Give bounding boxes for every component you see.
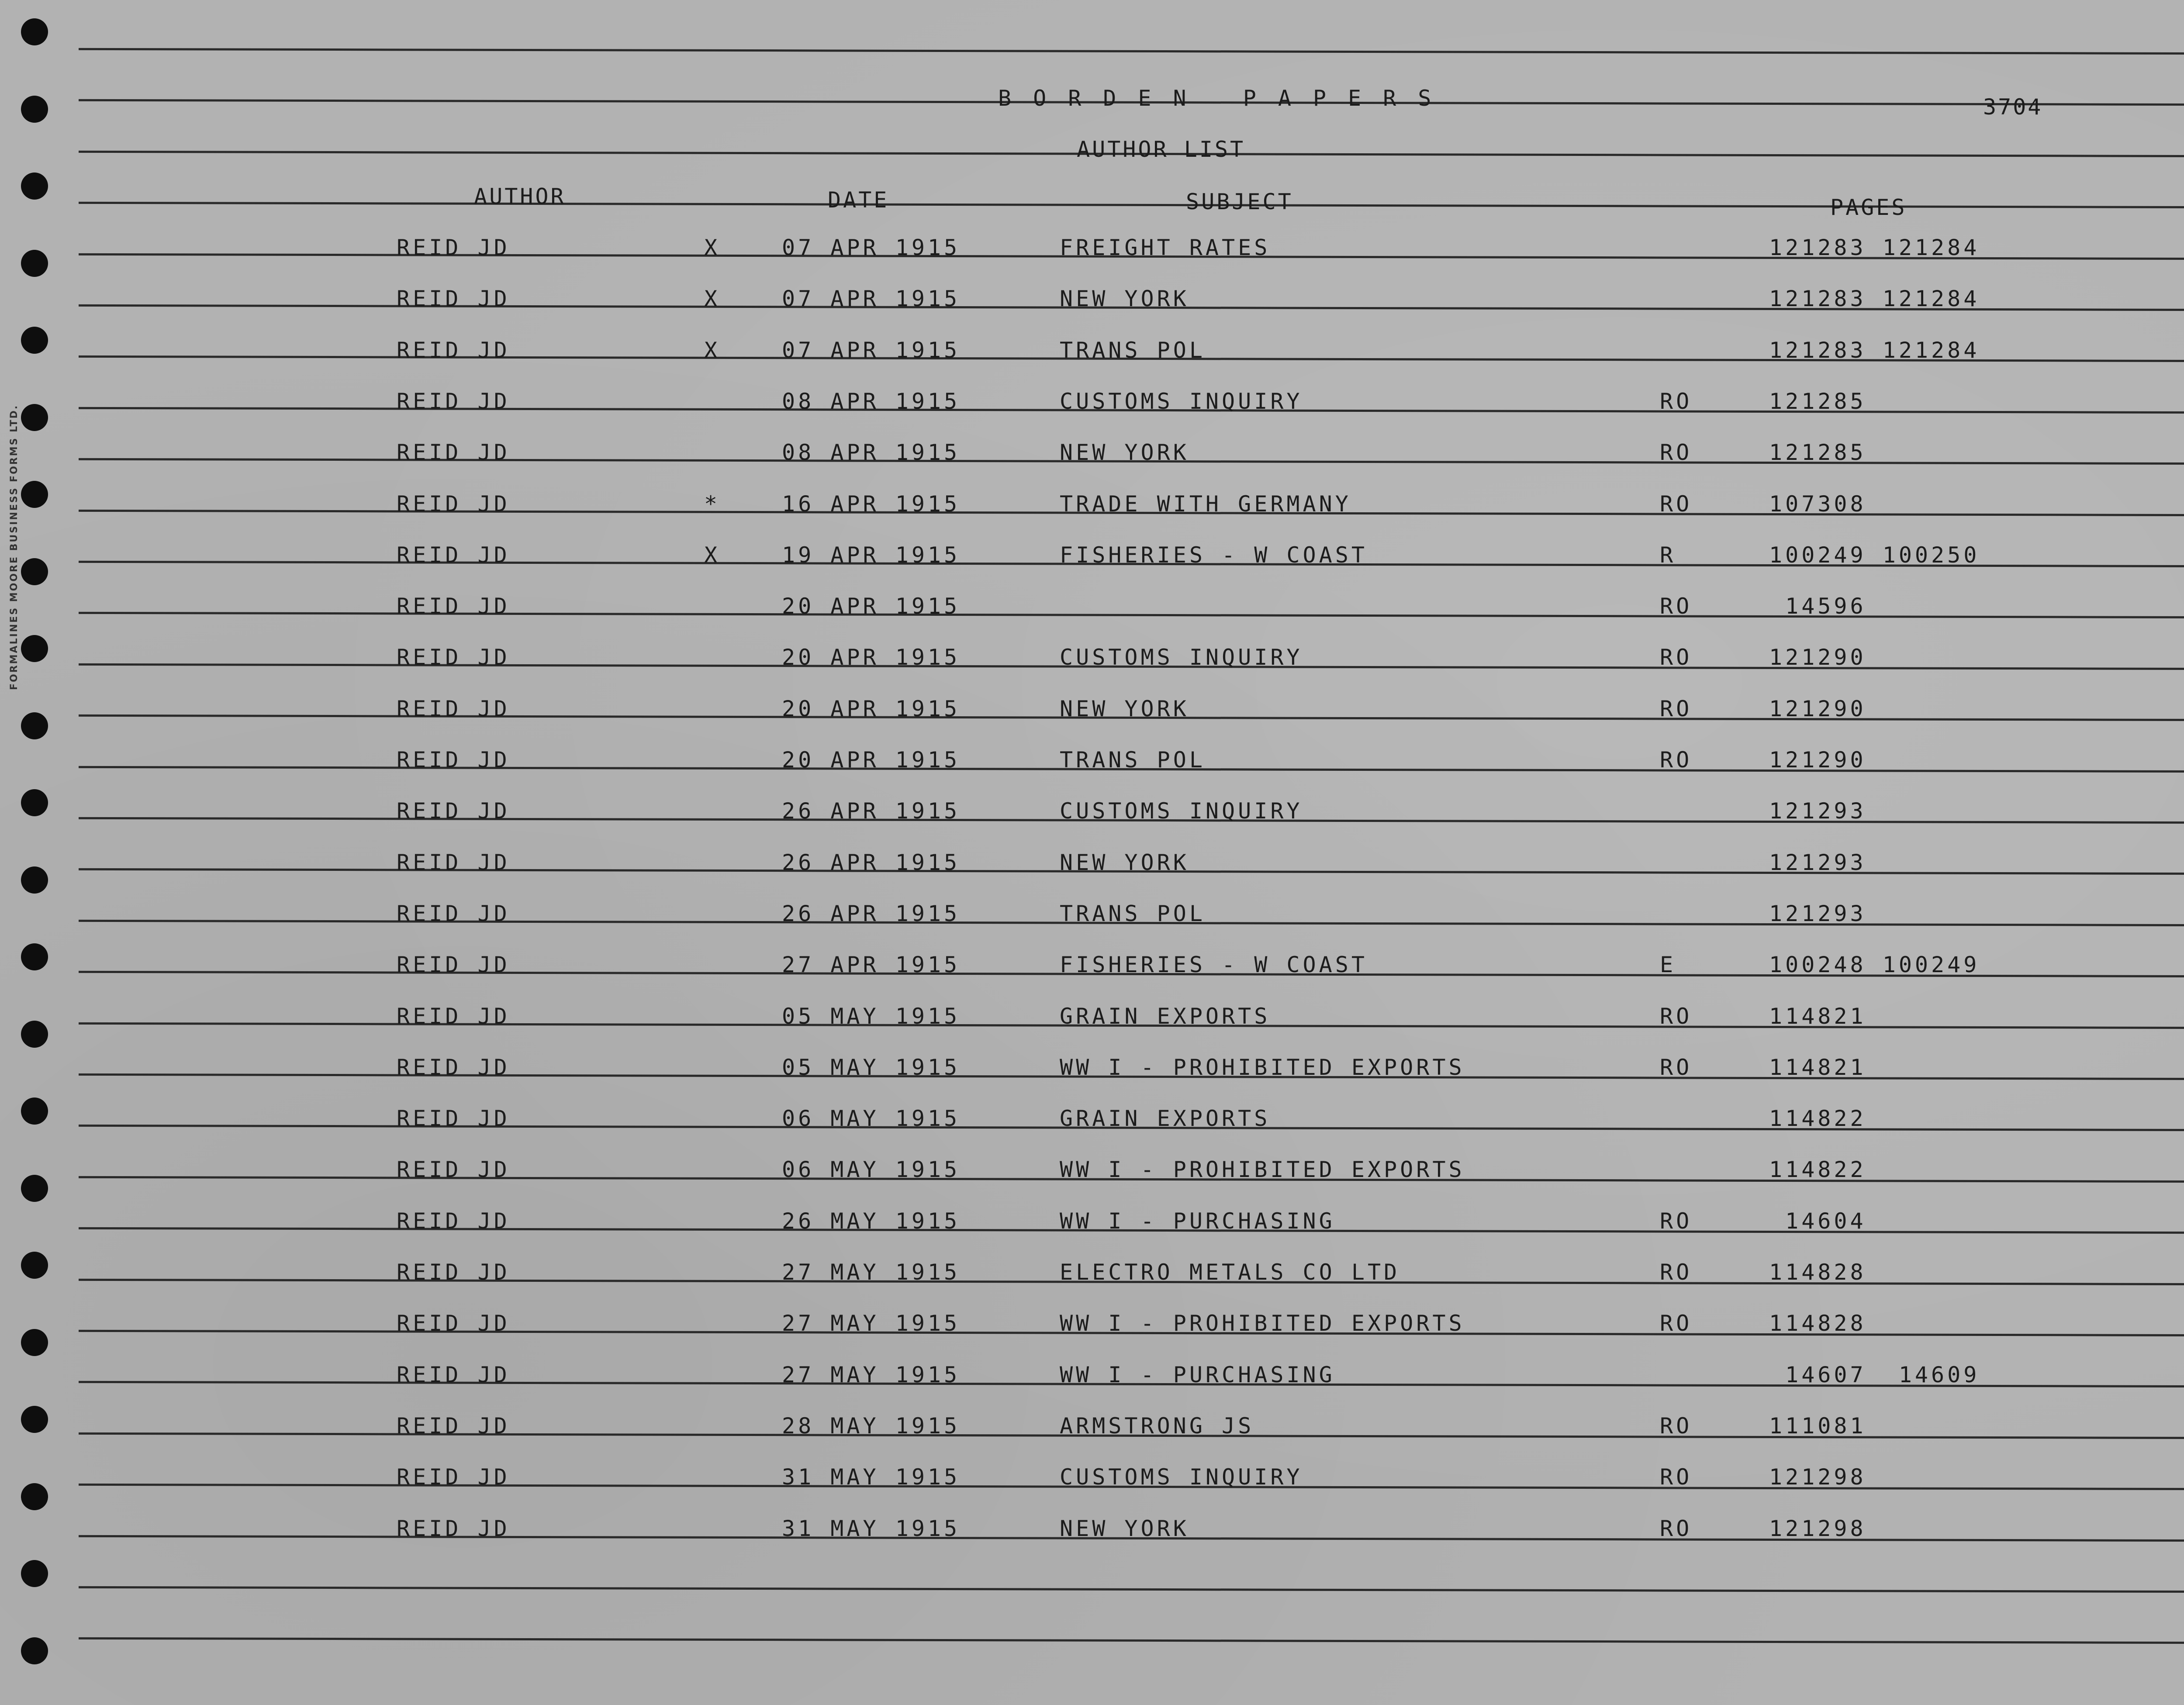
table-row (0, 286, 2184, 321)
table-row (0, 1054, 2184, 1089)
subject-cell: FISHERIES - W COAST (1060, 952, 1368, 977)
table-row (0, 593, 2184, 628)
subject-cell: TRADE WITH GERMANY (1060, 491, 1351, 517)
author-cell: REID JD (397, 1260, 510, 1285)
marker-cell: X (704, 542, 721, 568)
pages-cell: 14596 (1769, 594, 1866, 619)
subject-cell: WW I - PROHIBITED EXPORTS (1060, 1055, 1465, 1080)
subject-cell: WW I - PURCHASING (1060, 1208, 1335, 1234)
code-cell: RO (1660, 1260, 1693, 1285)
document-title: BORDEN PAPERS (998, 86, 1453, 111)
table-row (0, 388, 2184, 423)
author-cell: REID JD (397, 1004, 510, 1029)
pages-cell: 121285 (1769, 389, 1866, 414)
feed-hole (21, 96, 48, 123)
author-cell: REID JD (397, 389, 510, 414)
document-number: 3704 (1983, 94, 2043, 120)
code-cell: RO (1660, 594, 1693, 619)
subject-cell: NEW YORK (1060, 850, 1189, 875)
author-cell: REID JD (397, 952, 510, 977)
author-cell: REID JD (397, 491, 510, 517)
author-cell: REID JD (397, 1106, 510, 1131)
feed-hole (21, 18, 48, 45)
feed-hole (21, 173, 48, 200)
pages-cell: 121283 121284 (1769, 338, 1980, 363)
code-cell: RO (1660, 1311, 1693, 1336)
table-row (0, 1208, 2184, 1243)
author-cell: REID JD (397, 1516, 510, 1541)
code-cell: RO (1660, 389, 1693, 414)
table-row (0, 696, 2184, 731)
list-subtitle: AUTHOR LIST (1077, 137, 1246, 162)
subject-cell: TRANS POL (1060, 901, 1206, 926)
table-row (0, 1003, 2184, 1038)
table-row (0, 798, 2184, 833)
marker-cell: X (704, 235, 721, 260)
subject-cell: NEW YORK (1060, 286, 1189, 311)
pages-cell: 121290 (1769, 645, 1866, 670)
column-header-subject: SUBJECT (1186, 189, 1293, 214)
forms-manufacturer-label: FORMALINES MOORE BUSINESS FORMS LTD. (9, 404, 20, 690)
date-cell: 06 MAY 1915 (782, 1157, 961, 1182)
code-cell: RO (1660, 696, 1693, 721)
table-row (0, 1413, 2184, 1448)
pages-cell: 121290 (1769, 696, 1866, 721)
date-cell: 26 MAY 1915 (782, 1208, 961, 1234)
author-cell: REID JD (397, 1208, 510, 1234)
subject-cell: TRANS POL (1060, 338, 1206, 363)
table-row (0, 901, 2184, 935)
marker-cell: X (704, 286, 721, 311)
subject-cell: FREIGHT RATES (1060, 235, 1271, 260)
table-row (0, 1515, 2184, 1550)
author-cell: REID JD (397, 901, 510, 926)
pages-cell: 114828 (1769, 1260, 1866, 1285)
pages-cell: 100248 100249 (1769, 952, 1980, 977)
pages-cell: 121293 (1769, 798, 1866, 824)
subject-cell: WW I - PROHIBITED EXPORTS (1060, 1311, 1465, 1336)
subject-cell: TRANS POL (1060, 747, 1206, 773)
pages-cell: 121290 (1769, 747, 1866, 773)
author-cell: REID JD (397, 1311, 510, 1336)
pages-cell: 121283 121284 (1769, 235, 1980, 260)
date-cell: 08 APR 1915 (782, 389, 961, 414)
table-row (0, 1362, 2184, 1397)
table-row (0, 1105, 2184, 1140)
author-cell: REID JD (397, 645, 510, 670)
feed-hole (21, 1560, 48, 1587)
pages-cell: 121298 (1769, 1516, 1866, 1541)
date-cell: 06 MAY 1915 (782, 1106, 961, 1131)
subject-cell: CUSTOMS INQUIRY (1060, 1464, 1303, 1490)
author-cell: REID JD (397, 1055, 510, 1080)
date-cell: 16 APR 1915 (782, 491, 961, 517)
date-cell: 27 MAY 1915 (782, 1260, 961, 1285)
column-header-author: AUTHOR (474, 184, 566, 209)
pages-cell: 121298 (1769, 1464, 1866, 1490)
code-cell: RO (1660, 1413, 1693, 1439)
table-row (0, 747, 2184, 782)
author-cell: REID JD (397, 850, 510, 875)
table-row (0, 1464, 2184, 1499)
pages-cell: 121283 121284 (1769, 286, 1980, 311)
ruled-line (79, 1586, 2184, 1593)
subject-cell: FISHERIES - W COAST (1060, 542, 1368, 568)
code-cell: RO (1660, 1516, 1693, 1541)
subject-cell: CUSTOMS INQUIRY (1060, 389, 1303, 414)
author-cell: REID JD (397, 798, 510, 824)
author-cell: REID JD (397, 1413, 510, 1439)
subject-cell: ELECTRO METALS CO LTD (1060, 1260, 1400, 1285)
table-row (0, 849, 2184, 884)
date-cell: 31 MAY 1915 (782, 1464, 961, 1490)
date-cell: 20 APR 1915 (782, 696, 961, 721)
subject-cell: GRAIN EXPORTS (1060, 1106, 1271, 1131)
table-row (0, 952, 2184, 987)
date-cell: 19 APR 1915 (782, 542, 961, 568)
pages-cell: 111081 (1769, 1413, 1866, 1439)
table-row (0, 1156, 2184, 1191)
code-cell: RO (1660, 645, 1693, 670)
date-cell: 26 APR 1915 (782, 901, 961, 926)
ruled-line (79, 48, 2184, 55)
date-cell: 07 APR 1915 (782, 235, 961, 260)
subject-cell: CUSTOMS INQUIRY (1060, 798, 1303, 824)
marker-cell: X (704, 338, 721, 363)
date-cell: 27 MAY 1915 (782, 1362, 961, 1387)
author-cell: REID JD (397, 235, 510, 260)
date-cell: 05 MAY 1915 (782, 1004, 961, 1029)
pages-cell: 114821 (1769, 1004, 1866, 1029)
date-cell: 20 APR 1915 (782, 594, 961, 619)
code-cell: R (1660, 542, 1676, 568)
code-cell: E (1660, 952, 1676, 977)
pages-cell: 14604 (1769, 1208, 1866, 1234)
subject-cell: GRAIN EXPORTS (1060, 1004, 1271, 1029)
subject-cell: ARMSTRONG JS (1060, 1413, 1254, 1439)
subject-cell: NEW YORK (1060, 1516, 1189, 1541)
author-cell: REID JD (397, 1362, 510, 1387)
subject-cell: NEW YORK (1060, 440, 1189, 465)
pages-cell: 107308 (1769, 491, 1866, 517)
date-cell: 31 MAY 1915 (782, 1516, 961, 1541)
date-cell: 26 APR 1915 (782, 798, 961, 824)
pages-cell: 100249 100250 (1769, 542, 1980, 568)
table-row (0, 1259, 2184, 1294)
subject-cell: CUSTOMS INQUIRY (1060, 645, 1303, 670)
date-cell: 05 MAY 1915 (782, 1055, 961, 1080)
author-cell: REID JD (397, 286, 510, 311)
date-cell: 27 APR 1915 (782, 952, 961, 977)
table-row (0, 337, 2184, 372)
date-cell: 08 APR 1915 (782, 440, 961, 465)
pages-cell: 121293 (1769, 850, 1866, 875)
author-cell: REID JD (397, 1157, 510, 1182)
table-row (0, 644, 2184, 679)
date-cell: 28 MAY 1915 (782, 1413, 961, 1439)
marker-cell: * (704, 491, 721, 517)
feed-hole (21, 1637, 48, 1664)
pages-cell: 114822 (1769, 1106, 1866, 1131)
code-cell: RO (1660, 1208, 1693, 1234)
author-cell: REID JD (397, 1464, 510, 1490)
ruled-line (79, 1637, 2184, 1644)
table-row (0, 439, 2184, 474)
subject-cell: WW I - PROHIBITED EXPORTS (1060, 1157, 1465, 1182)
date-cell: 27 MAY 1915 (782, 1311, 961, 1336)
code-cell: RO (1660, 440, 1693, 465)
pages-cell: 121293 (1769, 901, 1866, 926)
author-cell: REID JD (397, 440, 510, 465)
code-cell: RO (1660, 1464, 1693, 1490)
code-cell: RO (1660, 747, 1693, 773)
date-cell: 07 APR 1915 (782, 286, 961, 311)
code-cell: RO (1660, 491, 1693, 517)
table-row (0, 491, 2184, 526)
pages-cell: 14607 14609 (1769, 1362, 1980, 1387)
column-header-date: DATE (828, 187, 889, 213)
pages-cell: 114822 (1769, 1157, 1866, 1182)
pages-cell: 114821 (1769, 1055, 1866, 1080)
table-row (0, 235, 2184, 269)
date-cell: 07 APR 1915 (782, 338, 961, 363)
code-cell: RO (1660, 1055, 1693, 1080)
author-cell: REID JD (397, 594, 510, 619)
author-cell: REID JD (397, 338, 510, 363)
date-cell: 26 APR 1915 (782, 850, 961, 875)
date-cell: 20 APR 1915 (782, 645, 961, 670)
code-cell: RO (1660, 1004, 1693, 1029)
table-row (0, 1310, 2184, 1345)
author-cell: REID JD (397, 747, 510, 773)
date-cell: 20 APR 1915 (782, 747, 961, 773)
subject-cell: WW I - PURCHASING (1060, 1362, 1335, 1387)
subject-cell: NEW YORK (1060, 696, 1189, 721)
table-row (0, 542, 2184, 577)
author-cell: REID JD (397, 696, 510, 721)
pages-cell: 121285 (1769, 440, 1866, 465)
column-header-pages: PAGES (1830, 195, 1907, 220)
author-cell: REID JD (397, 542, 510, 568)
pages-cell: 114828 (1769, 1311, 1866, 1336)
